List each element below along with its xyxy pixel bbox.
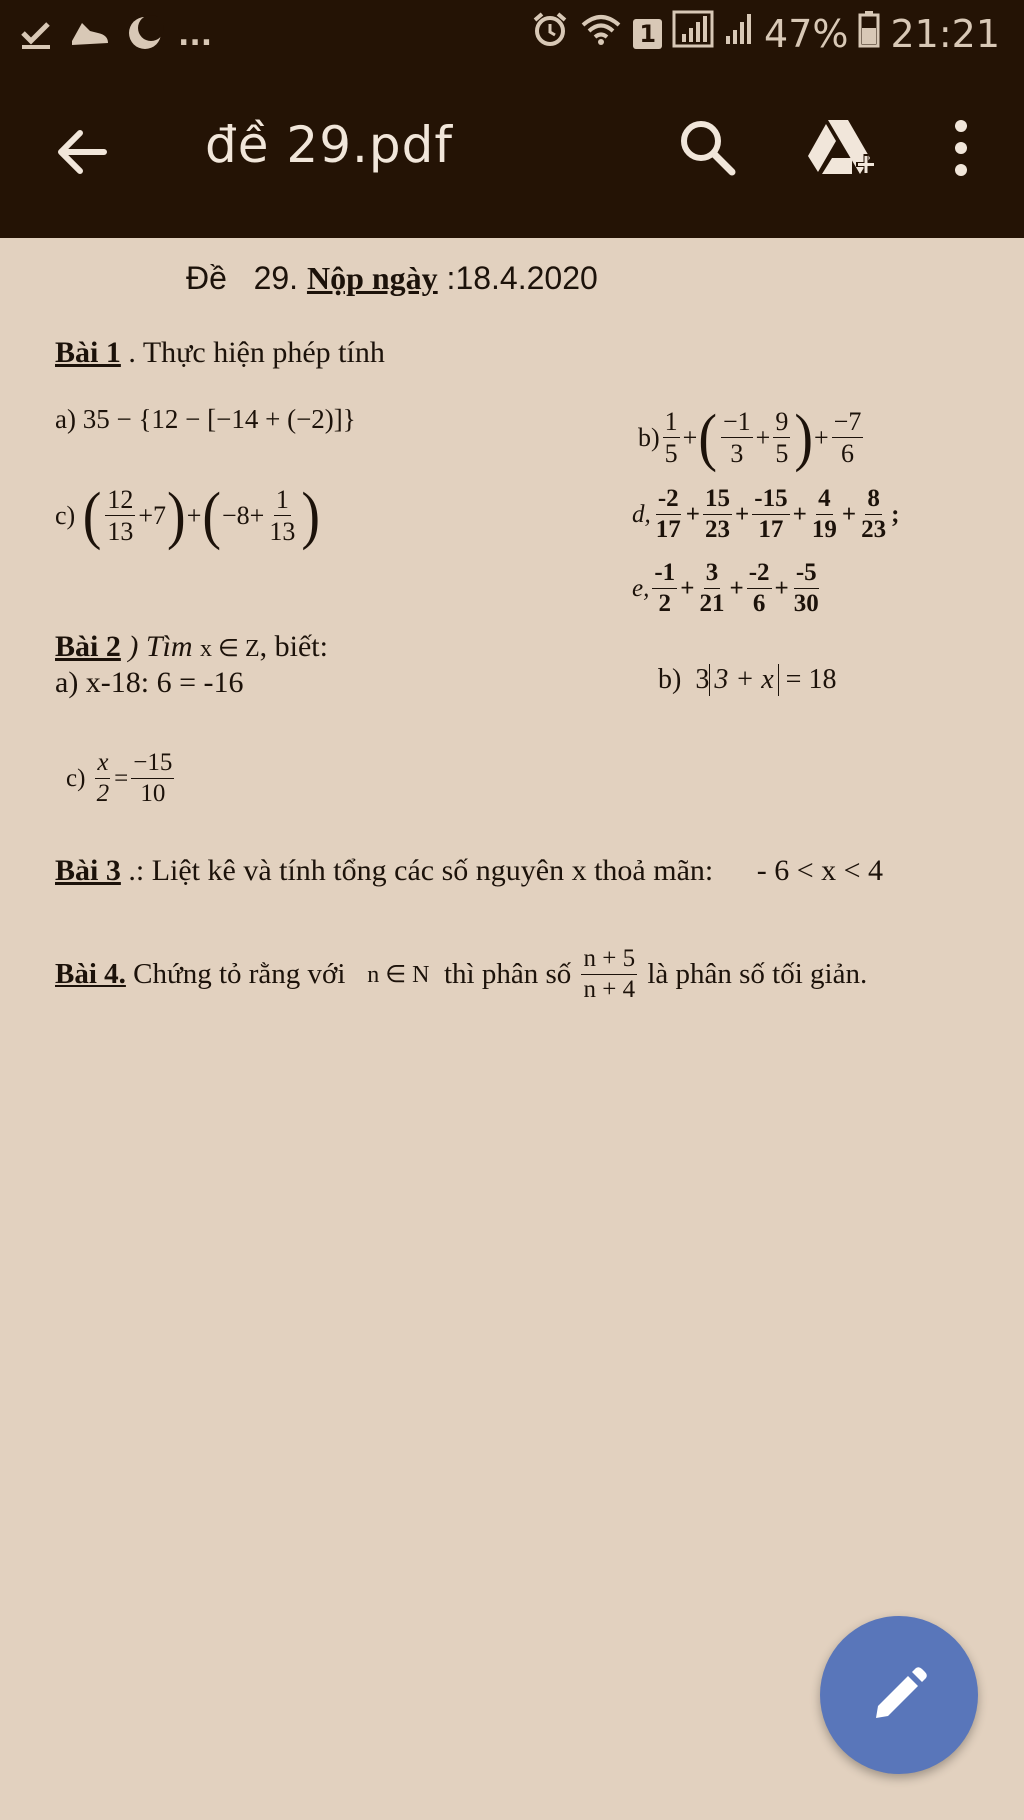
bai4-cond: n ∈ N — [367, 962, 430, 989]
bai1-d-tag: d, — [632, 500, 651, 528]
heading-number: 29. — [253, 260, 299, 296]
more-options-button[interactable] — [950, 116, 972, 180]
bai4-text1: Chứng tỏ rằng với — [133, 958, 346, 991]
status-bar — [0, 0, 1024, 72]
add-to-drive-button[interactable] — [806, 116, 878, 180]
download-done-icon — [18, 15, 54, 55]
bai1-b-frac1: $\frac{1}{5}$ — [664, 407, 678, 469]
bai1-a-expr: 35 − {12 − [−14 + (−2)]} — [82, 404, 356, 434]
back-button[interactable] — [52, 122, 112, 182]
heading-prefix: Đề — [186, 260, 227, 296]
bai1-c: c) ( $\frac{12}{13}$ +7 ) + ( −8+ $\frac{1}{13}$ ) — [55, 480, 320, 552]
document-title: đề 29.pdf — [205, 116, 453, 174]
wifi-icon — [579, 11, 623, 56]
bai1-d: d, $\frac{-2}{17}$ + $\frac{15}{23}$ + $\frac{-15}{17}$ + $\frac{4}{19}$ + $\frac{8}{23}$ ; — [632, 485, 900, 544]
bai2-label: Bài 2 — [55, 630, 121, 663]
search-icon — [676, 116, 740, 180]
bai1-e-tag: e, — [632, 574, 650, 602]
bai1-e: e, $\frac{-1}{2}$ + $\frac{3}{21}$ + $\frac{-2}{6}$ + $\frac{-5}{30}$ — [632, 559, 819, 618]
bai2-c-tag: c) — [66, 764, 86, 792]
moon-icon — [126, 14, 164, 56]
more-notifications: ... — [178, 17, 213, 53]
arrow-back-icon — [52, 122, 112, 182]
bai1-c-frac1: $\frac{12}{13}$ — [107, 485, 134, 547]
sim-slot-badge: 1 — [633, 19, 662, 49]
pencil-icon — [870, 1666, 928, 1724]
more-vert-icon — [950, 116, 972, 180]
drive-add-icon — [806, 116, 878, 180]
bai1-b-frac2: $\frac{-1}{3}$ — [723, 407, 751, 469]
bai4-label: Bài 4. — [55, 958, 126, 991]
clock: 21:21 — [890, 11, 1000, 56]
edit-fab-button[interactable] — [820, 1616, 978, 1774]
bai1-b-frac4: $\frac{-7}{6}$ — [833, 407, 862, 469]
bai3 — [55, 854, 883, 888]
pdf-page[interactable] — [0, 238, 1024, 1820]
bai4-text3: là phân số tối giản. — [647, 958, 868, 991]
bai4 — [55, 946, 867, 1004]
heading-label: Nộp ngày — [306, 260, 438, 296]
heading-date: :18.4.2020 — [446, 260, 598, 296]
bai2-b-abs: 3 + x — [709, 664, 778, 696]
bai2-c: c) $\frac{x}{2}$ = $\frac{-15}{10}$ — [66, 749, 173, 808]
bai1-label: Bài 1 — [55, 336, 121, 369]
signal-2-icon — [724, 10, 754, 57]
bai1-b-tag: b) — [638, 422, 660, 452]
bai1-a-tag: a) — [55, 404, 76, 434]
bai2-tail: , biết: — [259, 630, 328, 663]
bai3-text: .: Liệt kê và tính tổng các số nguyên x thoả mãn: — [128, 854, 714, 887]
bai1-c-tag: c) — [55, 500, 76, 530]
bai2-cond: x ∈ Z — [200, 636, 260, 662]
bai4-text2: thì phân số — [443, 958, 572, 991]
bai1-c-frac2: $\frac{1}{13}$ — [269, 485, 296, 547]
bai4-frac: $\frac{n + 5}{n + 4}$ — [583, 945, 636, 1004]
app-bar — [0, 72, 1024, 238]
battery-icon — [858, 10, 880, 57]
bai2-text: ) Tìm — [128, 630, 193, 663]
bai3-cond: - 6 < x < 4 — [756, 854, 884, 887]
bai2-title — [55, 630, 328, 664]
bai2-b: b) 3 3 + x = 18 — [658, 664, 837, 695]
shoe-icon — [68, 15, 112, 55]
bai3-label: Bài 3 — [55, 854, 121, 887]
bai1-b: b) $\frac{1}{5}$ + ( $\frac{-1}{3}$ + $\frac{9}{5}$ ) + $\frac{-7}{6}$ — [638, 402, 862, 474]
bai1-title — [55, 336, 385, 370]
bai1-text: . Thực hiện phép tính — [128, 336, 385, 369]
alarm-icon — [531, 10, 569, 57]
battery-percent: 47% — [764, 11, 849, 56]
bai1-b-frac3: $\frac{9}{5}$ — [775, 407, 789, 469]
bai1-a — [55, 404, 356, 435]
signal-icon — [672, 10, 714, 57]
page-heading — [186, 260, 598, 297]
search-button[interactable] — [676, 116, 740, 180]
bai2-a: a) x-18: 6 = -16 — [55, 666, 244, 699]
bai2-b-tag: b) — [658, 664, 682, 695]
